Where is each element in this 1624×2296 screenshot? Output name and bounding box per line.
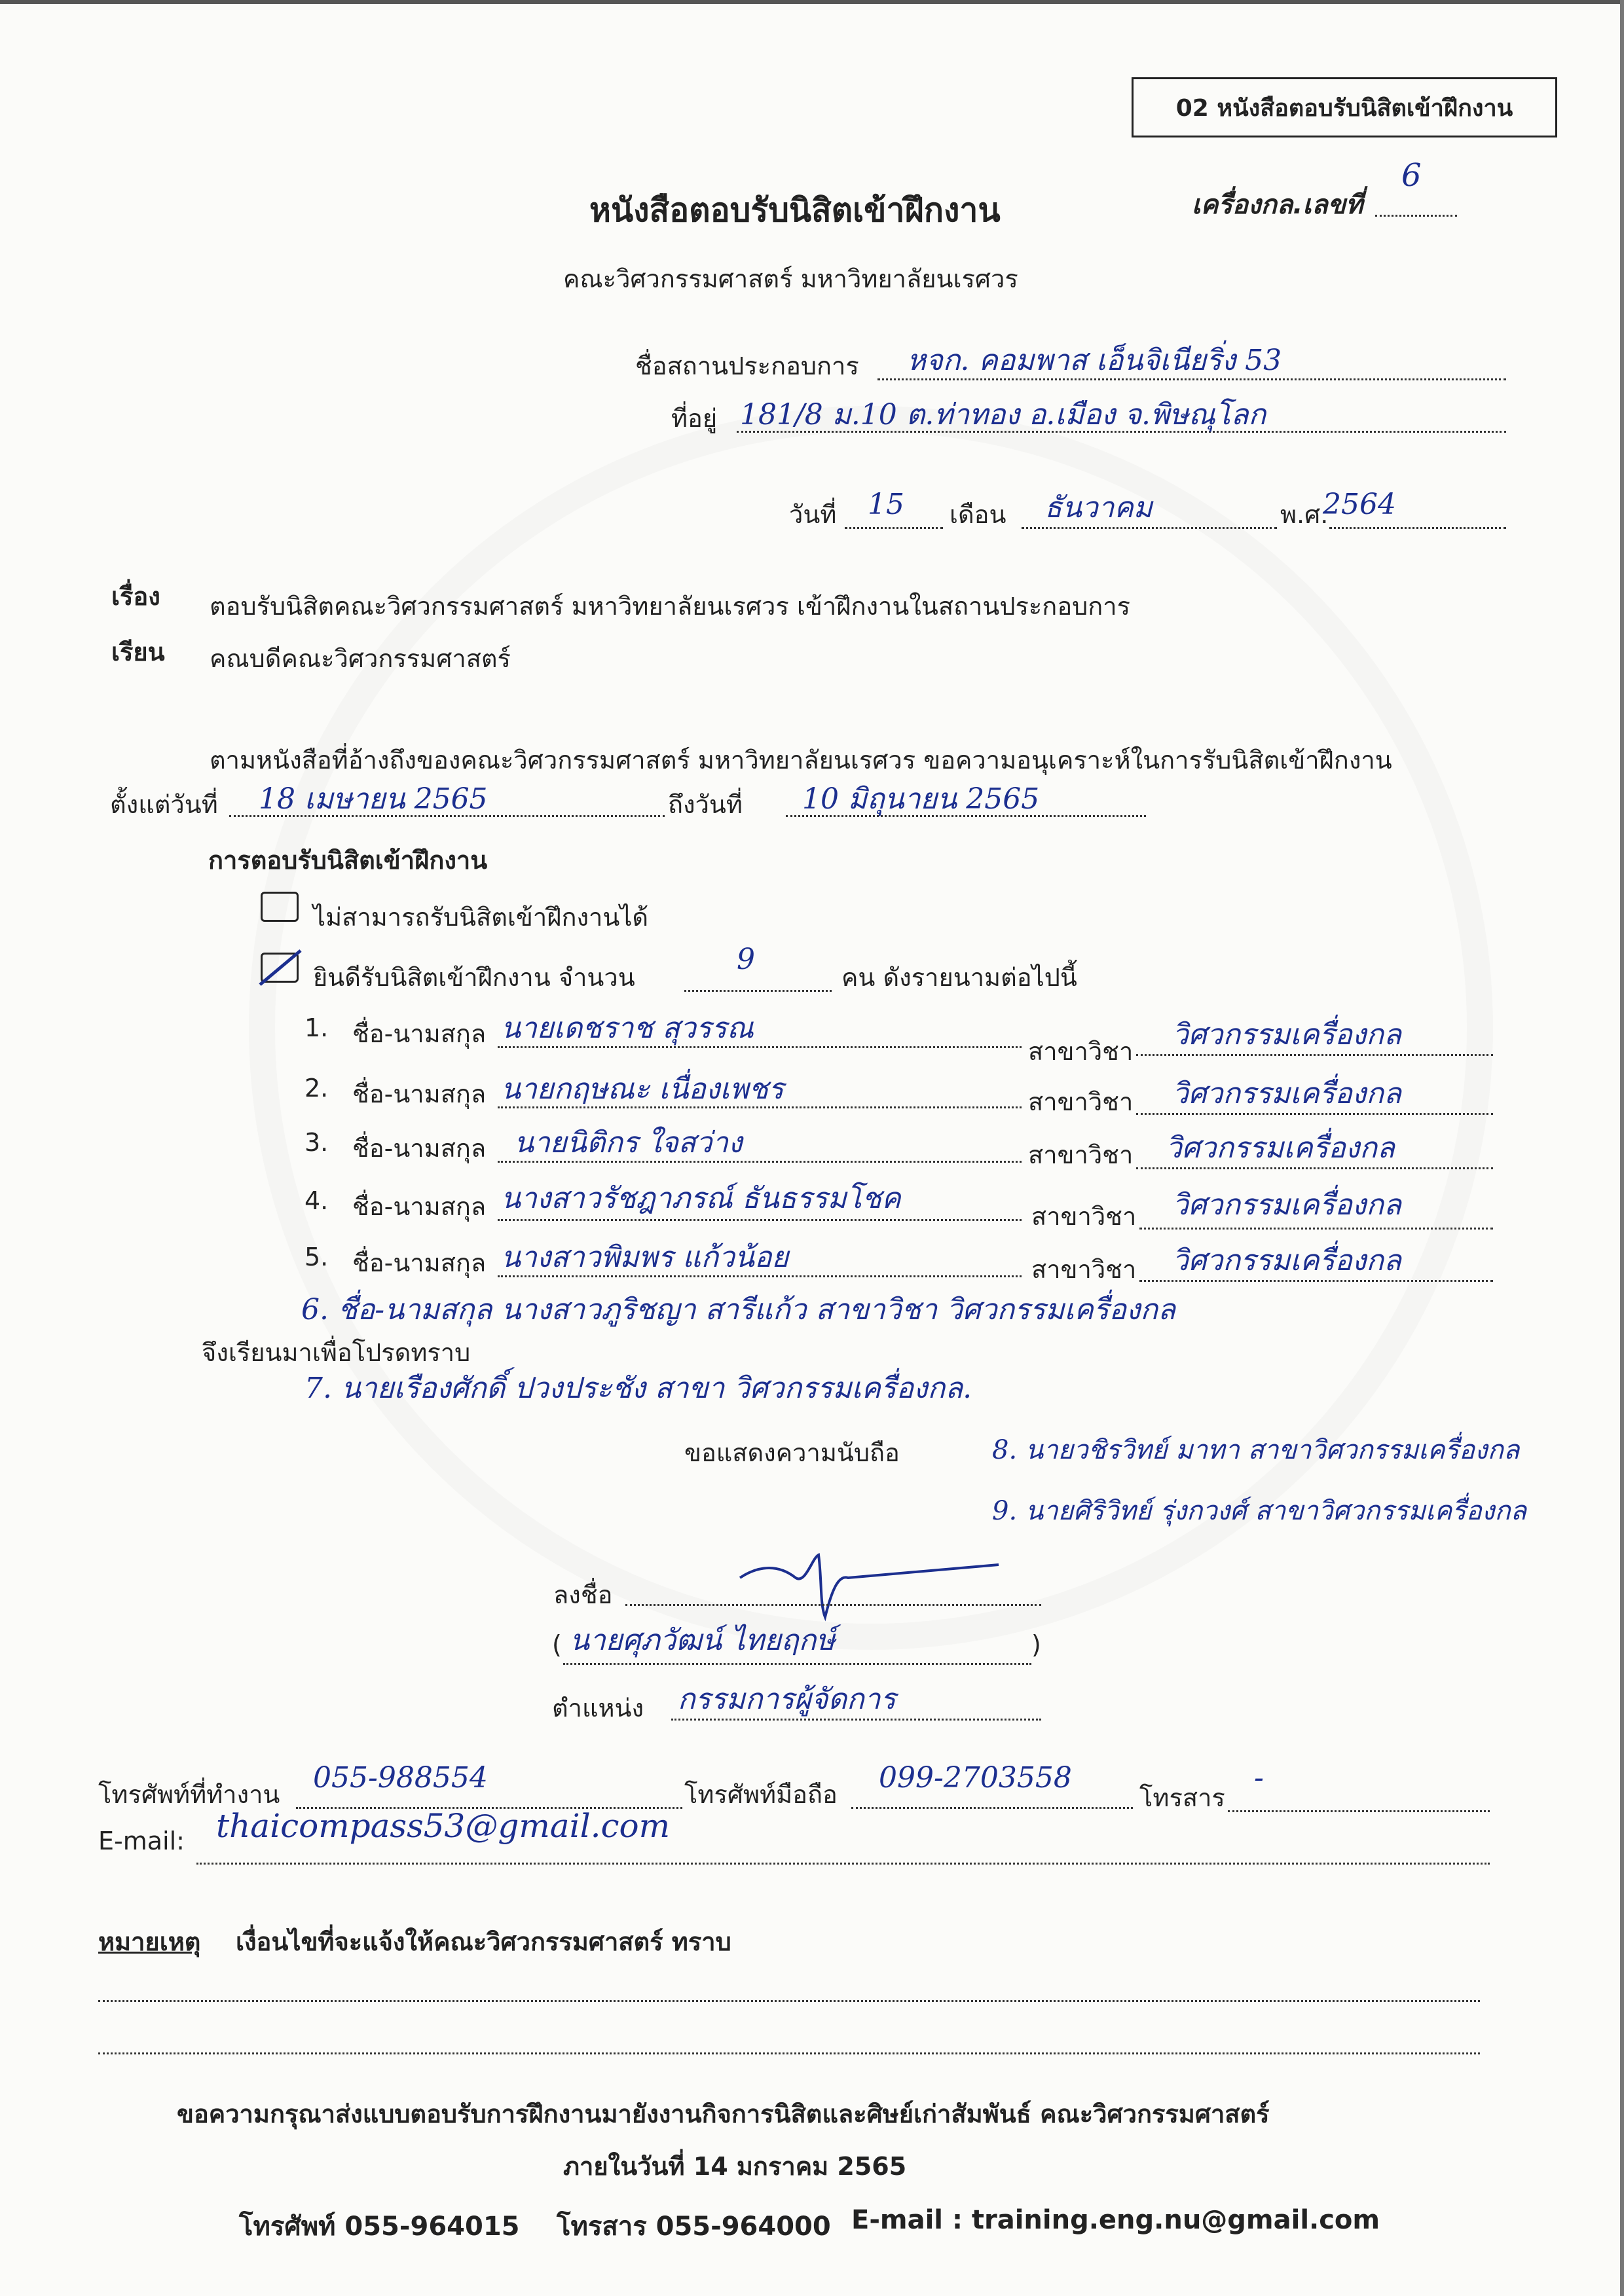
mobile-line (851, 1807, 1133, 1809)
accept-count-line (684, 990, 832, 992)
address-value: 181/8 ม.10 ต.ท่าทอง อ.เมือง จ.พิษณุโลก (740, 398, 1266, 431)
date-day-value: 15 (868, 488, 904, 521)
student-no: 5. (304, 1243, 329, 1271)
student-name: นางสาวรัชฎาภรณ์ ธันธรรมโชค (501, 1182, 901, 1215)
period-from-label: ตั้งแต่วันที่ (110, 790, 218, 819)
footer-email: E-mail : training.eng.nu@gmail.com (851, 2205, 1380, 2235)
date-year-line (1329, 527, 1506, 529)
handwritten-student-9: 9. นายศิริวิทย์ รุ่งกวงศ์ สาขาวิศวกรรมเครื่องกล (992, 1496, 1527, 1526)
student-name: นางสาวพิมพร แก้วน้อย (501, 1241, 789, 1274)
accept-checkbox[interactable] (261, 953, 299, 983)
footer-phone: โทรศัพท์ 055-964015 (239, 2212, 520, 2242)
sign-line (625, 1604, 1041, 1606)
student-name: นายเดชราช สุวรรณ (501, 1011, 754, 1045)
student-major-label: สาขาวิชา (1031, 1202, 1137, 1231)
company-name-label: ชื่อสถานประกอบการ (635, 352, 859, 380)
signer-name-close: ) (1031, 1630, 1041, 1659)
student-name-label: ชื่อ-นามสกุล (352, 1192, 487, 1221)
scan-edge-right (1620, 0, 1624, 2296)
fax-label: โทรสาร (1139, 1783, 1225, 1812)
position-label: ตำแหน่ง (552, 1694, 644, 1722)
period-to-value: 10 มิถุนายน 2565 (802, 782, 1040, 816)
machine-no-label: เครื่องกล.เลขที่ (1192, 190, 1363, 220)
checkmark-icon (257, 948, 303, 987)
regards-text: ขอแสดงความนับถือ (684, 1438, 900, 1467)
signature-scribble (733, 1539, 1008, 1624)
student-major: วิศวกรรมเครื่องกล (1172, 1018, 1401, 1051)
student-name: นายกฤษณะ เนื่องเพชร (501, 1072, 784, 1106)
footer-line-2: ภายในวันที่ 14 มกราคม 2565 (563, 2152, 907, 2181)
student-name: นายนิติกร ใจสว่าง (514, 1126, 743, 1159)
remark-label: หมายเหตุ (98, 1927, 201, 1956)
email-label: E-mail: (98, 1827, 185, 1855)
reject-checkbox[interactable] (261, 892, 299, 922)
option-reject-label: ไม่สามารถรับนิสิตเข้าฝึกงานได้ (313, 903, 649, 932)
subject-label: เรื่อง (111, 582, 160, 611)
subject-text: ตอบรับนิสิตคณะวิศวกรรมศาสตร์ มหาวิทยาลัยนเรศวร เข้าฝึกงานในสถานประกอบการ (210, 592, 1131, 621)
signer-name-line (563, 1663, 1031, 1665)
student-major-label: สาขาวิชา (1028, 1140, 1134, 1169)
remark-line-2 (98, 2052, 1480, 2054)
mobile-value: 099-2703558 (879, 1761, 1072, 1795)
student-name-label: ชื่อ-นามสกุล (352, 1019, 487, 1048)
machine-no-line (1375, 215, 1457, 217)
office-phone-label: โทรศัพท์ที่ทำงาน (98, 1780, 280, 1809)
handwritten-student-6: 6. ชื่อ-นามสกุล นางสาวภูริชญา สารีแก้ว สาขาวิชา วิศวกรรมเครื่องกล (301, 1293, 1175, 1326)
footer-line-1: ขอความกรุณาส่งแบบตอบรับการฝึกงานมายังงานกิจการนิสิตและศิษย์เก่าสัมพันธ์ คณะวิศวกรรมศาสตร์ (177, 2100, 1270, 2128)
signer-name-open: ( (552, 1630, 562, 1659)
document-code: 02 หนังสือตอบรับนิสิตเข้าฝึกงาน (1175, 94, 1513, 122)
to-text: คณบดีคณะวิศวกรรมศาสตร์ (210, 644, 511, 673)
date-month-label: เดือน (950, 500, 1006, 529)
student-major-label: สาขาวิชา (1031, 1255, 1137, 1284)
date-month-value: ธันวาคม (1044, 491, 1153, 524)
faculty-line: คณะวิศวกรรมศาสตร์ มหาวิทยาลัยนเรศวร (563, 264, 1018, 293)
date-day-label: วันที่ (789, 500, 837, 529)
document-code-box (1132, 77, 1557, 137)
email-line (196, 1863, 1490, 1865)
student-major: วิศวกรรมเครื่องกล (1172, 1244, 1401, 1277)
accept-count-value: 9 (737, 943, 755, 976)
page-title: หนังสือตอบรับนิสิตเข้าฝึกงาน (589, 191, 1001, 229)
remark-line-1 (98, 2000, 1480, 2002)
company-name-value: หจก. คอมพาส เอ็นจิเนียริ่ง 53 (907, 344, 1282, 377)
student-no: 4. (304, 1186, 329, 1215)
date-year-label: พ.ศ. (1280, 500, 1329, 529)
student-no: 2. (304, 1074, 329, 1102)
student-no: 3. (304, 1128, 329, 1157)
fax-line (1228, 1810, 1490, 1812)
student-no: 1. (304, 1013, 329, 1042)
period-to-label: ถึงวันที่ (668, 790, 743, 819)
signer-name-value: นายศุภวัฒน์ ไทยฤกษ์ (570, 1624, 836, 1657)
date-day-line (845, 527, 943, 529)
student-major: วิศวกรรมเครื่องกล (1172, 1188, 1401, 1222)
option-accept-label: ยินดีรับนิสิตเข้าฝึกงาน จำนวน (313, 963, 635, 992)
student-major-label: สาขาวิชา (1028, 1037, 1134, 1066)
email-value: thaicompass53@gmail.com (216, 1807, 670, 1845)
body-text: ตามหนังสือที่อ้างถึงของคณะวิศวกรรมศาสตร์ มหาวิทยาลัยนเรศวร ขอความอนุเคราะห์ในการรับนิสิตเข้าฝึกงาน (210, 746, 1392, 774)
student-major-label: สาขาวิชา (1028, 1087, 1134, 1116)
sign-label: ลงชื่อ (553, 1580, 613, 1609)
handwritten-student-7: 7. นายเรืองศักดิ์ ปวงประชัง สาขา วิศวกรรมเครื่องกล. (304, 1372, 972, 1405)
period-from-value: 18 เมษายน 2565 (259, 782, 488, 816)
address-label: ที่อยู่ (671, 404, 718, 433)
student-major: วิศวกรรมเครื่องกล (1166, 1131, 1395, 1165)
position-value: กรรมการผู้จัดการ (678, 1683, 896, 1716)
student-major: วิศวกรรมเครื่องกล (1172, 1077, 1401, 1110)
mobile-label: โทรศัพท์มือถือ (684, 1780, 838, 1809)
fax-value: - (1254, 1761, 1264, 1795)
to-label: เรียน (111, 638, 165, 666)
acceptance-heading: การตอบรับนิสิตเข้าฝึกงาน (208, 846, 488, 875)
remark-text: เงื่อนไขที่จะแจ้งให้คณะวิศวกรรมศาสตร์ ทราบ (236, 1927, 731, 1956)
scan-edge-top (0, 0, 1624, 4)
student-name-label: ชื่อ-นามสกุล (352, 1080, 487, 1108)
date-year-value: 2564 (1323, 488, 1396, 521)
office-phone-value: 055-988554 (313, 1761, 488, 1795)
accept-suffix: คน ดังรายนามต่อไปนี้ (841, 963, 1077, 992)
student-major-line (1139, 1228, 1493, 1230)
student-name-label: ชื่อ-นามสกุล (352, 1248, 487, 1277)
footer-fax: โทรสาร 055-964000 (557, 2212, 831, 2242)
student-name-label: ชื่อ-นามสกุล (352, 1134, 487, 1163)
closing-text: จึงเรียนมาเพื่อโปรดทราบ (202, 1338, 471, 1367)
handwritten-student-8: 8. นายวชิรวิทย์ มาทา สาขาวิศวกรรมเครื่องกล (992, 1435, 1520, 1465)
machine-no-value: 6 (1401, 157, 1422, 194)
